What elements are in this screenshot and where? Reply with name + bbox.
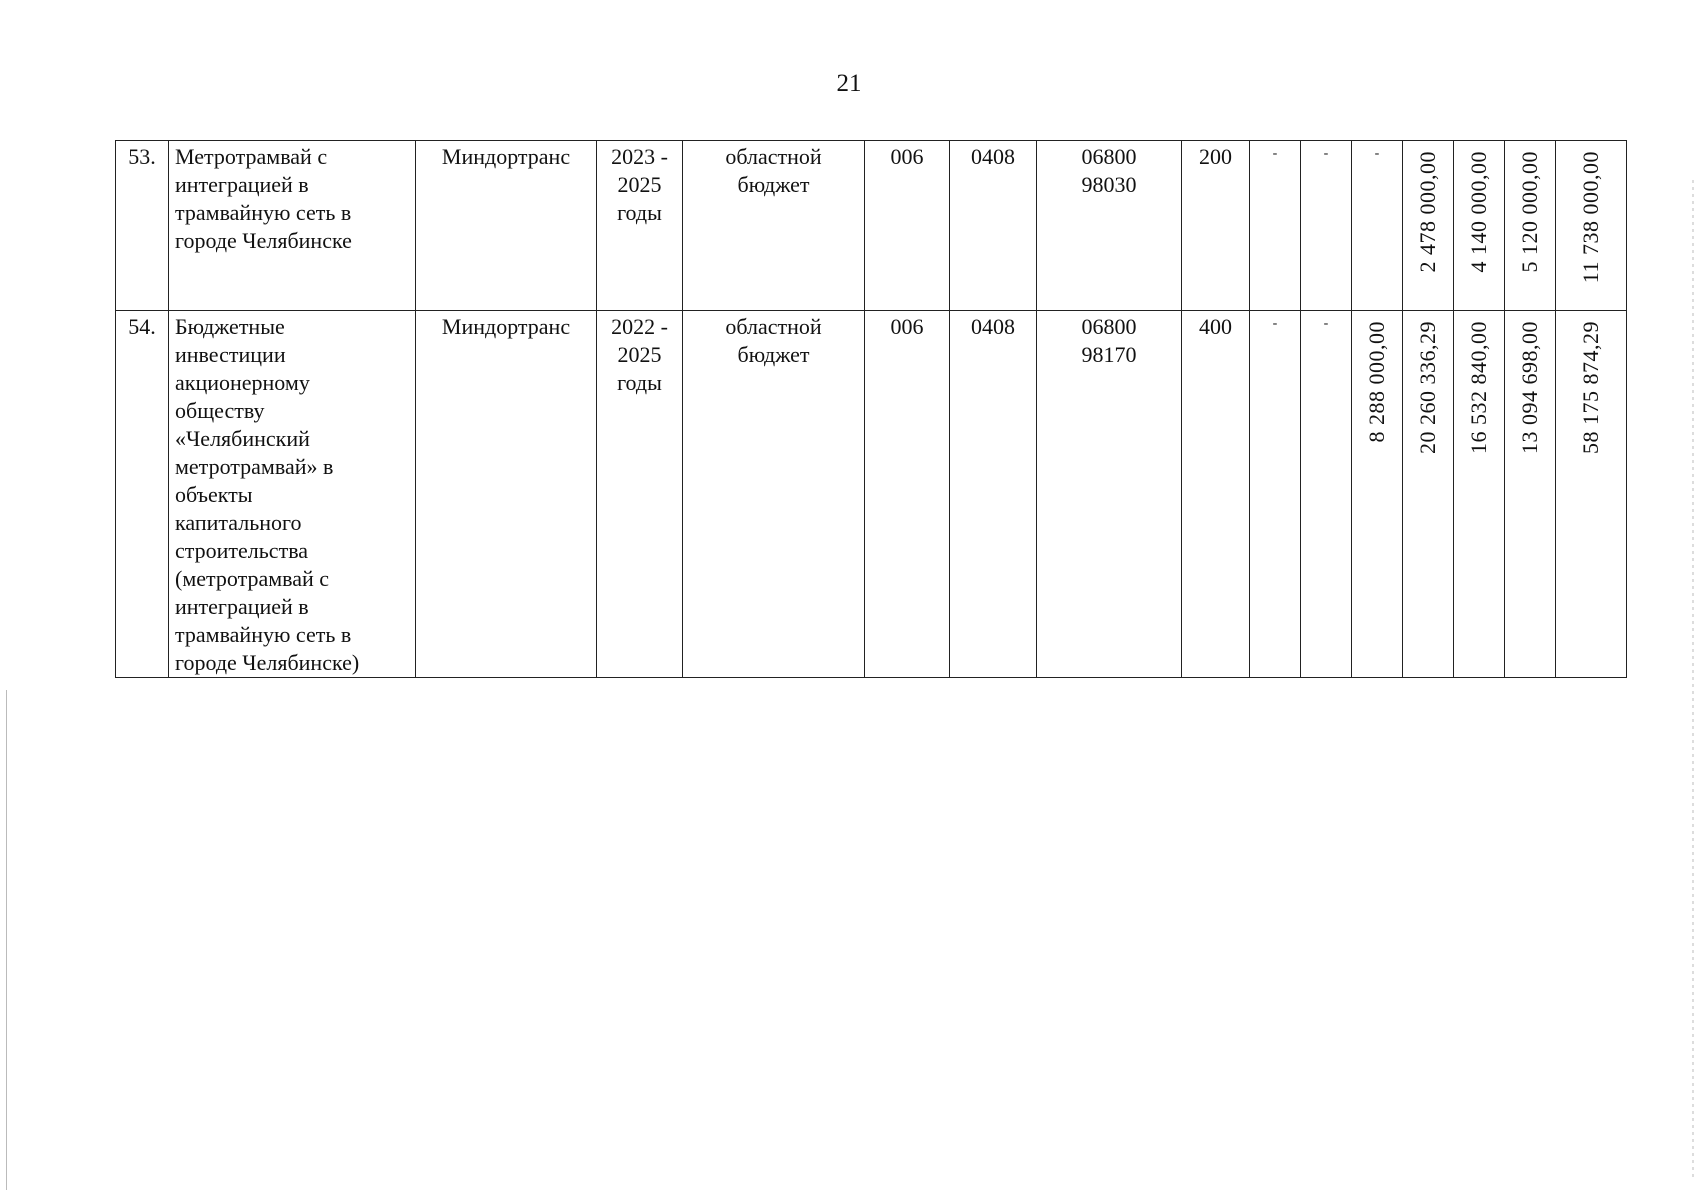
measure-name-line: (метротрамвай с — [175, 566, 330, 591]
target-article-code: 06800 98030 — [1037, 141, 1182, 311]
amount-value: 8 288 000,00 — [1364, 321, 1389, 443]
amount-empty: - — [1301, 311, 1352, 678]
measure-name-line: интеграцией в — [175, 172, 309, 197]
amount-cell — [1403, 141, 1454, 311]
total-cell — [1556, 141, 1627, 311]
executor: Миндортранс — [416, 311, 597, 678]
period: 2022 - 2025 годы — [597, 311, 683, 678]
target-article-code: 06800 98170 — [1037, 311, 1182, 678]
funding-source: областной бюджет — [683, 141, 865, 311]
grbs-code: 006 — [865, 311, 950, 678]
measure-name-line: интеграцией в — [175, 594, 309, 619]
total-value: 11 738 000,00 — [1578, 151, 1603, 284]
amount-empty: - — [1250, 311, 1301, 678]
measure-name-line: Бюджетные — [175, 314, 285, 339]
amount-empty: - — [1250, 141, 1301, 311]
amount-cell — [1505, 141, 1556, 311]
amount-value: 13 094 698,00 — [1517, 321, 1542, 454]
row-number: 53. — [116, 141, 169, 311]
amount-value: 20 260 336,29 — [1415, 321, 1440, 454]
measure-name-line: обществу — [175, 398, 265, 423]
measure-name-line: Метротрамвай с — [175, 144, 328, 169]
section-code: 0408 — [950, 311, 1037, 678]
measure-name-line: городе Челябинске) — [175, 650, 360, 675]
total-cell — [1556, 311, 1627, 678]
budget-table — [115, 140, 1627, 678]
amount-value: 5 120 000,00 — [1517, 151, 1542, 273]
amount-empty: - — [1301, 141, 1352, 311]
measure-name — [169, 141, 416, 311]
amount-cell — [1505, 311, 1556, 678]
measure-name-line: трамвайную сеть в — [175, 622, 352, 647]
amount-value: 16 532 840,00 — [1466, 321, 1491, 454]
measure-name-line: метротрамвай» в — [175, 454, 334, 479]
scan-edge-shadow — [1692, 180, 1694, 1180]
amount-cell — [1454, 141, 1505, 311]
amount-empty: - — [1352, 141, 1403, 311]
amount-cell — [1403, 311, 1454, 678]
section-code: 0408 — [950, 141, 1037, 311]
amount-value: 4 140 000,00 — [1466, 151, 1491, 273]
table-row — [116, 141, 1627, 311]
row-number: 54. — [116, 311, 169, 678]
grbs-code: 006 — [865, 141, 950, 311]
page-number: 21 — [836, 70, 862, 97]
measure-name-line: «Челябинский — [175, 426, 310, 451]
period: 2023 - 2025 годы — [597, 141, 683, 311]
executor: Миндортранс — [416, 141, 597, 311]
amount-value: 2 478 000,00 — [1415, 151, 1440, 273]
measure-name — [169, 311, 416, 678]
measure-name-line: инвестиции — [175, 342, 286, 367]
amount-cell — [1352, 311, 1403, 678]
measure-name-line: трамвайную сеть в — [175, 200, 352, 225]
table-row — [116, 311, 1627, 678]
expense-type-code: 400 — [1182, 311, 1250, 678]
measure-name-line: объекты — [175, 482, 253, 507]
measure-name-line: капитального — [175, 510, 302, 535]
expense-type-code: 200 — [1182, 141, 1250, 311]
total-value: 58 175 874,29 — [1578, 321, 1603, 454]
measure-name-line: акционерному — [175, 370, 310, 395]
measure-name-line: строительства — [175, 538, 309, 563]
amount-cell — [1454, 311, 1505, 678]
measure-name-line: городе Челябинске — [175, 228, 352, 253]
funding-source: областной бюджет — [683, 311, 865, 678]
scan-margin-line — [6, 690, 7, 1190]
